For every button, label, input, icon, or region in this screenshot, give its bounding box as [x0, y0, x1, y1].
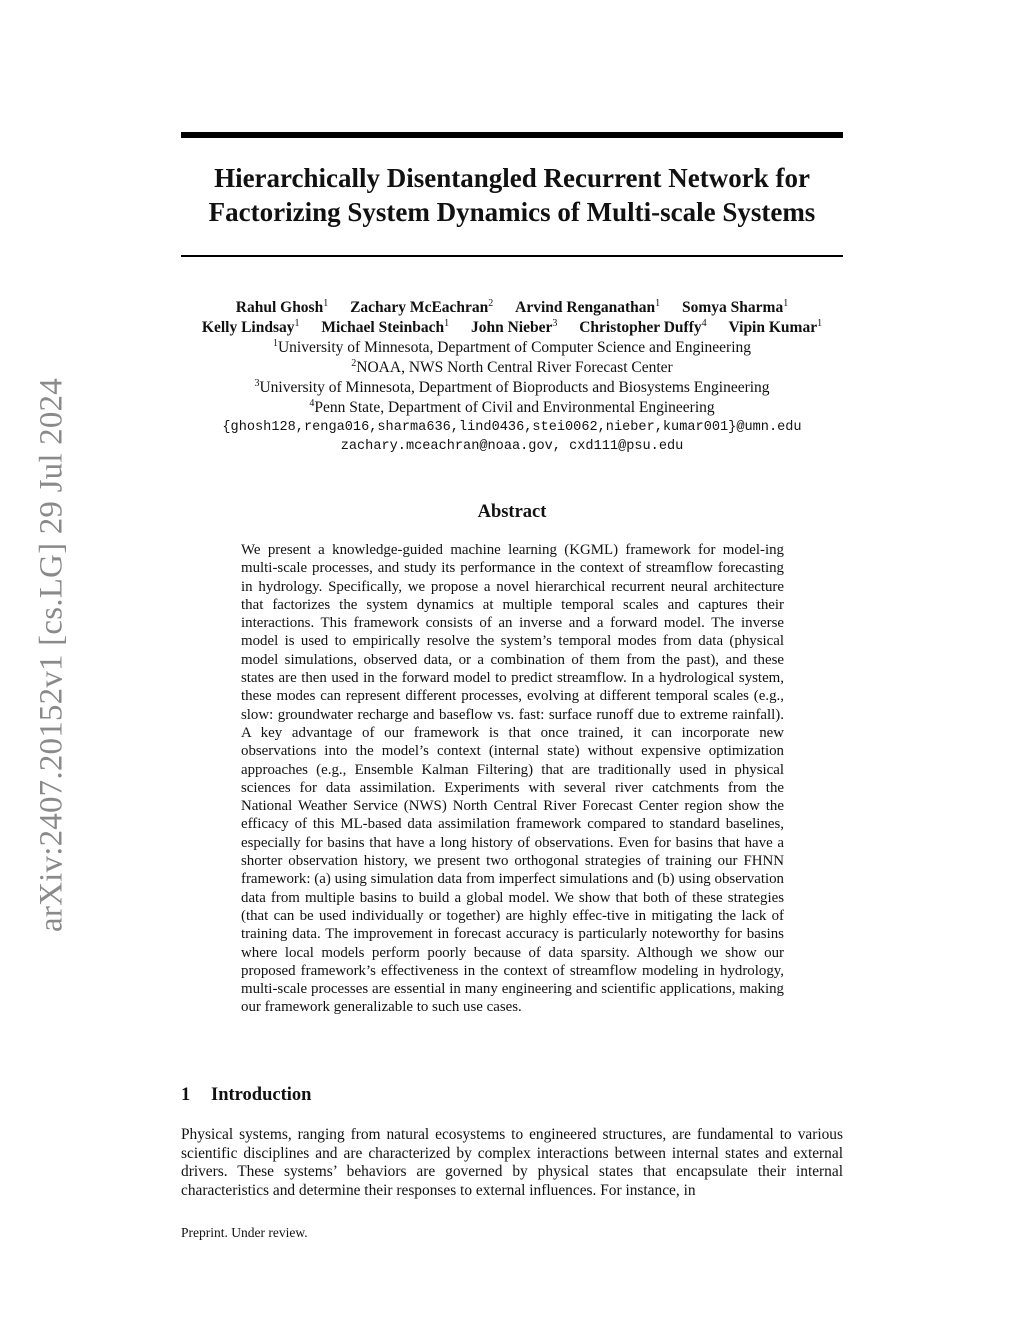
- text-line: and captures their interactions. This framework consists of an inverse and a forward: [241, 596, 784, 632]
- section-title: Introduction: [211, 1085, 312, 1105]
- text-line: is particularly noteworthy for basins where local models perform poorly because: [241, 926, 784, 961]
- preprint-footer-note: Preprint. Under review.: [181, 1225, 308, 1240]
- title-bottom-rule: [181, 255, 843, 257]
- text-line: many engineering and scientific applications, making our framework generalizable: [241, 981, 784, 1016]
- text-line: ML-based data assimilation framework compared to standard baselines, especially: [241, 816, 785, 851]
- author-block: [150, 298, 874, 456]
- text-line: using observation data from multiple basins to build a global model. We show that: [241, 871, 784, 906]
- text-line: to such use cases.: [416, 999, 522, 1016]
- text-line: modes from data (physical model simulations, observed data, or a combination: [241, 633, 785, 668]
- text-line: ing multi-scale processes, and study its performance in the context of streamflow: [241, 542, 784, 577]
- title-top-rule: [181, 132, 843, 138]
- text-line: model’s context (internal state) without expensive optimization approaches (e.g.,: [241, 743, 784, 778]
- text-line: our framework is that once trained, it can incorporate new observations into the: [241, 724, 784, 760]
- author-emails: {ghosh128,renga016,sharma636,lind0436,stei0062,nieber,kumar001}@umn.edu: [222, 420, 802, 435]
- author-name: Somya Sharma$^1$: [682, 298, 789, 316]
- text-line: Physical systems, ranging from natural ecosystems to engineered structures, are fundamental to: [181, 1126, 792, 1143]
- text-line: neural architecture that factorizes the system dynamics at multiple temporal scales: [241, 578, 784, 613]
- author-name: Vipin Kumar$^1$: [728, 318, 823, 336]
- title-line: Hierarchically Disentangled Recurrent Network for: [214, 163, 810, 193]
- affiliation: $^4$Penn State, Department of Civil and Environmental Engineering: [309, 398, 715, 416]
- title-line: Factorizing System Dynamics of Multi-scale Systems: [208, 197, 816, 227]
- text-line: of them from the past), and these states are then used in the forward model to: [241, 651, 784, 687]
- text-line: both of these strategies (that can be used individually or together) are highly effec-: [241, 889, 785, 924]
- text-line: tive in mitigating the lack of training data. The improvement in forecast accuracy: [241, 907, 784, 943]
- author-name: Michael Steinbach$^1$: [321, 318, 450, 336]
- text-line: assimilation. Experiments with several river catchments from the National Weather: [241, 779, 784, 815]
- author-name: Christopher Duffy$^4$: [579, 318, 707, 336]
- affiliation: $^1$University of Minnesota, Department of Computer Science and Engineering: [272, 338, 752, 356]
- text-line: forecasting in hydrology. Specifically, we propose a novel hierarchical recurrent: [241, 560, 784, 595]
- abstract-text: [241, 541, 784, 1017]
- author-name: Zachary McEachran$^2$: [350, 298, 494, 316]
- text-line: Ensemble Kalman Filtering) that are traditionally used in physical sciences for data: [241, 761, 784, 796]
- text-line: and external drivers. These systems’ behaviors are governed by physical states that encapsulate: [181, 1144, 843, 1181]
- affiliation: $^3$University of Minnesota, Department of Bioproducts and Biosystems Engineering: [254, 378, 770, 396]
- text-line: for basins that have a long history of observations. Even for basins that have a: [305, 834, 784, 851]
- author-name: John Nieber$^3$: [470, 318, 558, 336]
- text-line: We present a knowledge-guided machine learning (KGML) framework for model-: [241, 542, 765, 558]
- arxiv-identifier-stamp: arXiv:2407.20152v1 [cs.LG] 29 Jul 2024: [33, 378, 70, 932]
- abstract-heading: Abstract: [477, 502, 547, 522]
- author-row: [150, 298, 874, 318]
- introduction-text: [181, 1126, 843, 1200]
- author-emails: zachary.mceachran@noaa.gov, cxd111@psu.edu: [340, 439, 684, 454]
- text-line: processes, evolving at different temporal scales (e.g., slow: groundwater recharge: [241, 688, 784, 723]
- text-line: model. The inverse model is used to empirically resolve the system’s temporal: [241, 615, 784, 650]
- text-line: FHNN framework: (a) using simulation data from imperfect simulations and (b): [241, 853, 784, 888]
- text-line: context of streamflow modeling in hydrology, multi-scale processes are essential in: [241, 962, 784, 998]
- author-name: Kelly Lindsay$^1$: [201, 318, 300, 336]
- author-row: [150, 318, 874, 338]
- author-name: Rahul Ghosh$^1$: [235, 298, 329, 316]
- text-line: their internal characteristics and determine their responses to external influences. For instance, in: [181, 1163, 843, 1199]
- text-line: various scientific disciplines and are characterized by complex interactions between internal states: [181, 1126, 843, 1162]
- section-number: 1: [181, 1085, 191, 1105]
- paper-title: [181, 161, 843, 229]
- text-line: shorter observation history, we present two orthogonal strategies of training our: [241, 853, 738, 870]
- text-line: Service (NWS) North Central River Forecast Center region show the efficacy of this: [241, 798, 784, 833]
- author-name: Arvind Renganathan$^1$: [515, 298, 661, 316]
- section-heading-introduction: [181, 1083, 311, 1107]
- text-line: of data sparsity. Although we show our proposed framework’s effectiveness in the: [241, 944, 784, 979]
- affiliation: $^2$NOAA, NWS North Central River Forecast Center: [351, 358, 673, 376]
- text-line: predict streamflow. In a hydrological system, these modes can represent different: [241, 670, 784, 705]
- text-line: and baseflow vs. fast: surface runoff due to extreme rainfall). A key advantage of: [241, 706, 784, 741]
